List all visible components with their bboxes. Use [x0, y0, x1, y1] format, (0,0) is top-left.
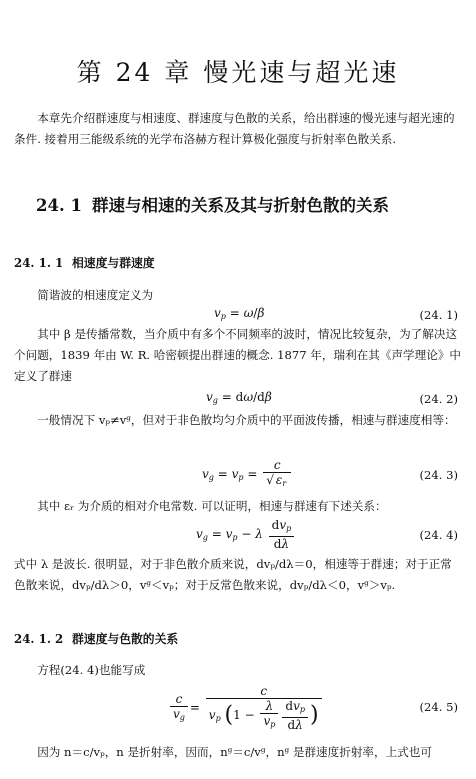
- paragraph-relation: 其中 εᵣ 为介质的相对介电常数. 可以证明，相速与群速有下述关系：: [37, 499, 387, 513]
- equation-body: $v_g = v_p$ = $\frac{c}{√ \varepsilon_r}$: [202, 458, 293, 491]
- section-title: 群速与相速的关系及其与折射色散的关系: [92, 196, 389, 215]
- fraction: $\frac{c}{v_g}$: [170, 692, 188, 725]
- equation-number: (24. 4): [419, 528, 458, 542]
- equation-number: (24. 1): [419, 308, 458, 322]
- equation-24-3: [0, 458, 466, 494]
- section-number: 24. 1: [36, 196, 82, 215]
- equation-number: (24. 5): [419, 700, 458, 714]
- fraction: $\frac{c}{√ \varepsilon_r}$: [263, 458, 291, 491]
- equation-body: $v_p = \omega/\beta$: [214, 306, 265, 321]
- subsection-number-1: 24. 1. 1: [14, 256, 64, 270]
- equation-body: $\frac{c}{v_g}$ = c $v_p$ (1 − $\frac{\lambda}{v_p}$ $\frac{dv_p}{d\lambda}$ ): [168, 684, 324, 732]
- subsection-heading-2: [14, 630, 178, 647]
- paragraph-group-velocity-history: 其中 β 是传播常数，当介质中有多个不同频率的波时，情况比较复杂，为了解决这个问题，1839 年由 W. R. 哈密顿提出群速的概念. 1877 年，瑞利在其《声学理论》中定义了群速: [14, 327, 462, 383]
- equation-24-4: [0, 518, 466, 554]
- fraction: c $v_p$ (1 − $\frac{\lambda}{v_p}$ $\frac{dv_p}{d\lambda}$ ): [206, 684, 322, 732]
- paragraph-dispersion-cases: 式中 λ 是波长. 很明显，对于非色散介质来说，dvₚ/dλ＝0，相速等于群速；对于正常色散来说，dvₚ/dλ＞0，vᵍ＜vₚ；对于反常色散来说，dvₚ/dλ＜0，vᵍ＞vₚ.: [14, 557, 452, 592]
- subsection-number-2: 24. 1. 2: [14, 632, 64, 646]
- paragraph-refractive-index: 因为 n＝c/vₚ，n 是折射率，因而，nᵍ＝c/vᵍ，nᵍ 是群速度折射率，上式也可: [37, 745, 432, 759]
- section-heading: [36, 192, 466, 216]
- chapter-title: 第 24 章 慢光速与超光速: [76, 57, 400, 87]
- subsection-heading-1: [14, 254, 155, 271]
- intro-paragraph: 本章先介绍群速度与相速度、群速度与色散的关系，给出群速的慢光速与超光速的条件. 接着用三能级系统的光学布洛赫方程计算极化强度与折射率色散关系.: [14, 111, 455, 146]
- subsection-title-2: 群速度与色散的关系: [72, 632, 179, 646]
- equation-24-5: [0, 684, 466, 734]
- paragraph-phase-velocity: 简谐波的相速度定义为: [37, 288, 154, 302]
- equation-number: (24. 2): [419, 392, 458, 406]
- equation-body: $v_g = d\omega/d\beta$: [206, 390, 272, 405]
- subsection-title-1: 相速度与群速度: [72, 256, 155, 270]
- paragraph-rewrite: 方程(24. 4)也能写成: [37, 663, 146, 677]
- equation-number: (24. 3): [419, 468, 458, 482]
- paragraph-nondispersive: 一般情况下 vₚ≠vᵍ，但对于非色散均匀介质中的平面波传播，相速与群速度相等：: [37, 413, 456, 427]
- equation-24-2: [0, 390, 466, 412]
- equation-body: $v_g = v_p - \lambda$ $\frac{dv_p}{d\lambda}$: [196, 518, 296, 551]
- fraction: $\frac{dv_p}{d\lambda}$: [269, 518, 295, 551]
